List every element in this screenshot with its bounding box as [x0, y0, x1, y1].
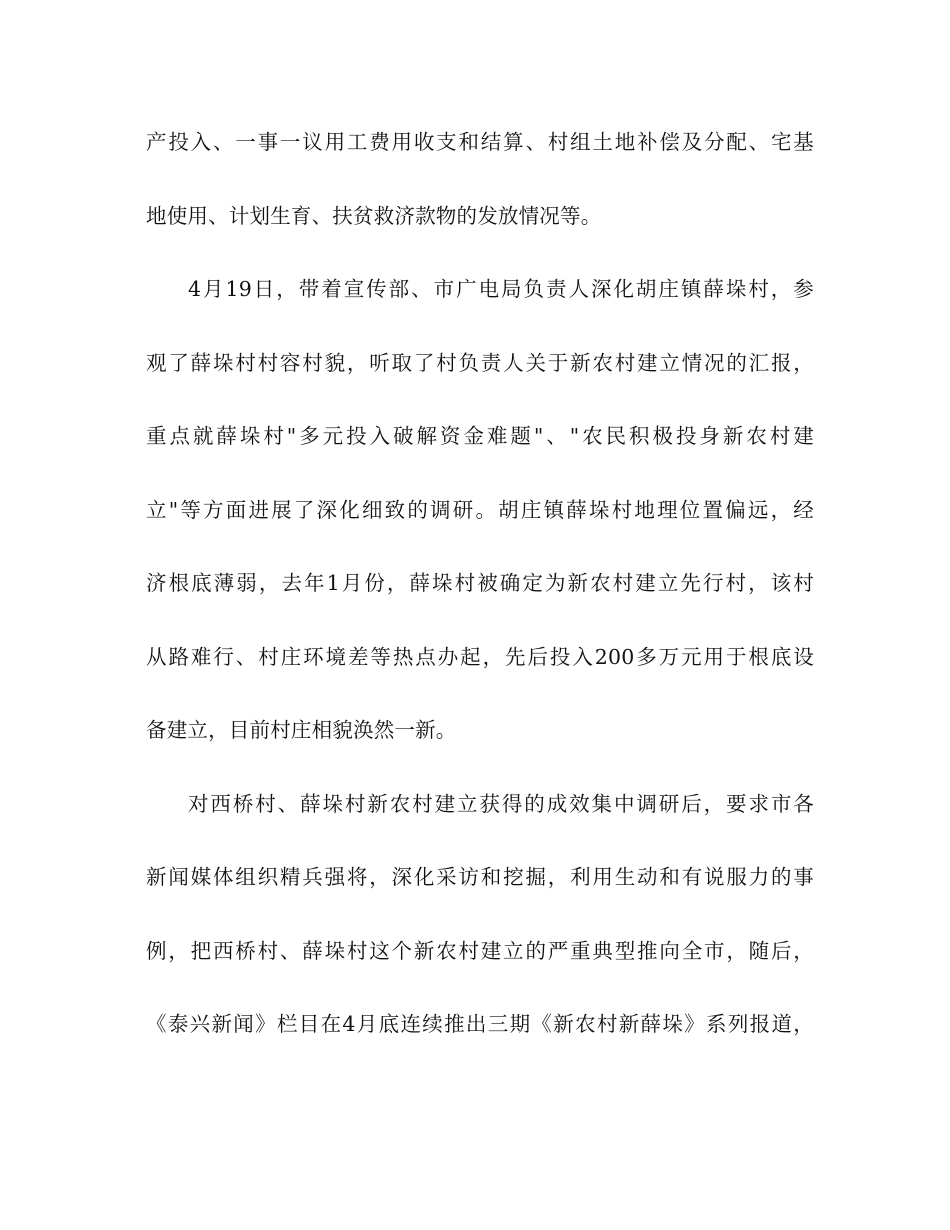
text-line: 观了薛垛村村容村貌，听取了村负责人关于新农村建立情况的汇报， [146, 350, 814, 375]
text-line: 从路难行、村庄环境差等热点办起，先后投入200多万元用于根底设 [146, 644, 814, 669]
paragraph-first-line: 4月19日，带着宣传部、市广电局负责人深化胡庄镇薛垛村，参 [188, 277, 814, 301]
paragraph-first-line: 对西桥村、薛垛村新农村建立获得的成效集中调研后，要求市各 [188, 791, 814, 816]
text-line: 《泰兴新闻》栏目在4月底连续推出三期《新农村新薛垛》系列报道， [146, 1012, 814, 1036]
text-line: 产投入、一事一议用工费用收支和结算、村组土地补偿及分配、宅基 [146, 130, 814, 154]
text-line: 备建立，目前村庄相貌涣然一新。 [146, 718, 457, 742]
text-line: 立"等方面进展了深化细致的调研。胡庄镇薛垛村地理位置偏远，经 [146, 497, 814, 522]
text-line: 新闻媒体组织精兵强将，深化采访和挖掘，利用生动和有说服力的事 [146, 865, 814, 889]
text-line: 地使用、计划生育、扶贫救济款物的发放情况等。 [146, 203, 602, 228]
text-line: 济根底薄弱，去年1月份，薛垛村被确定为新农村建立先行村，该村 [146, 571, 814, 595]
text-line: 重点就薛垛村"多元投入破解资金难题"、"农民积极投身新农村建 [146, 424, 814, 448]
text-line: 例，把西桥村、薛垛村这个新农村建立的严重典型推向全市，随后， [146, 938, 814, 963]
body-text [146, 122, 814, 1078]
